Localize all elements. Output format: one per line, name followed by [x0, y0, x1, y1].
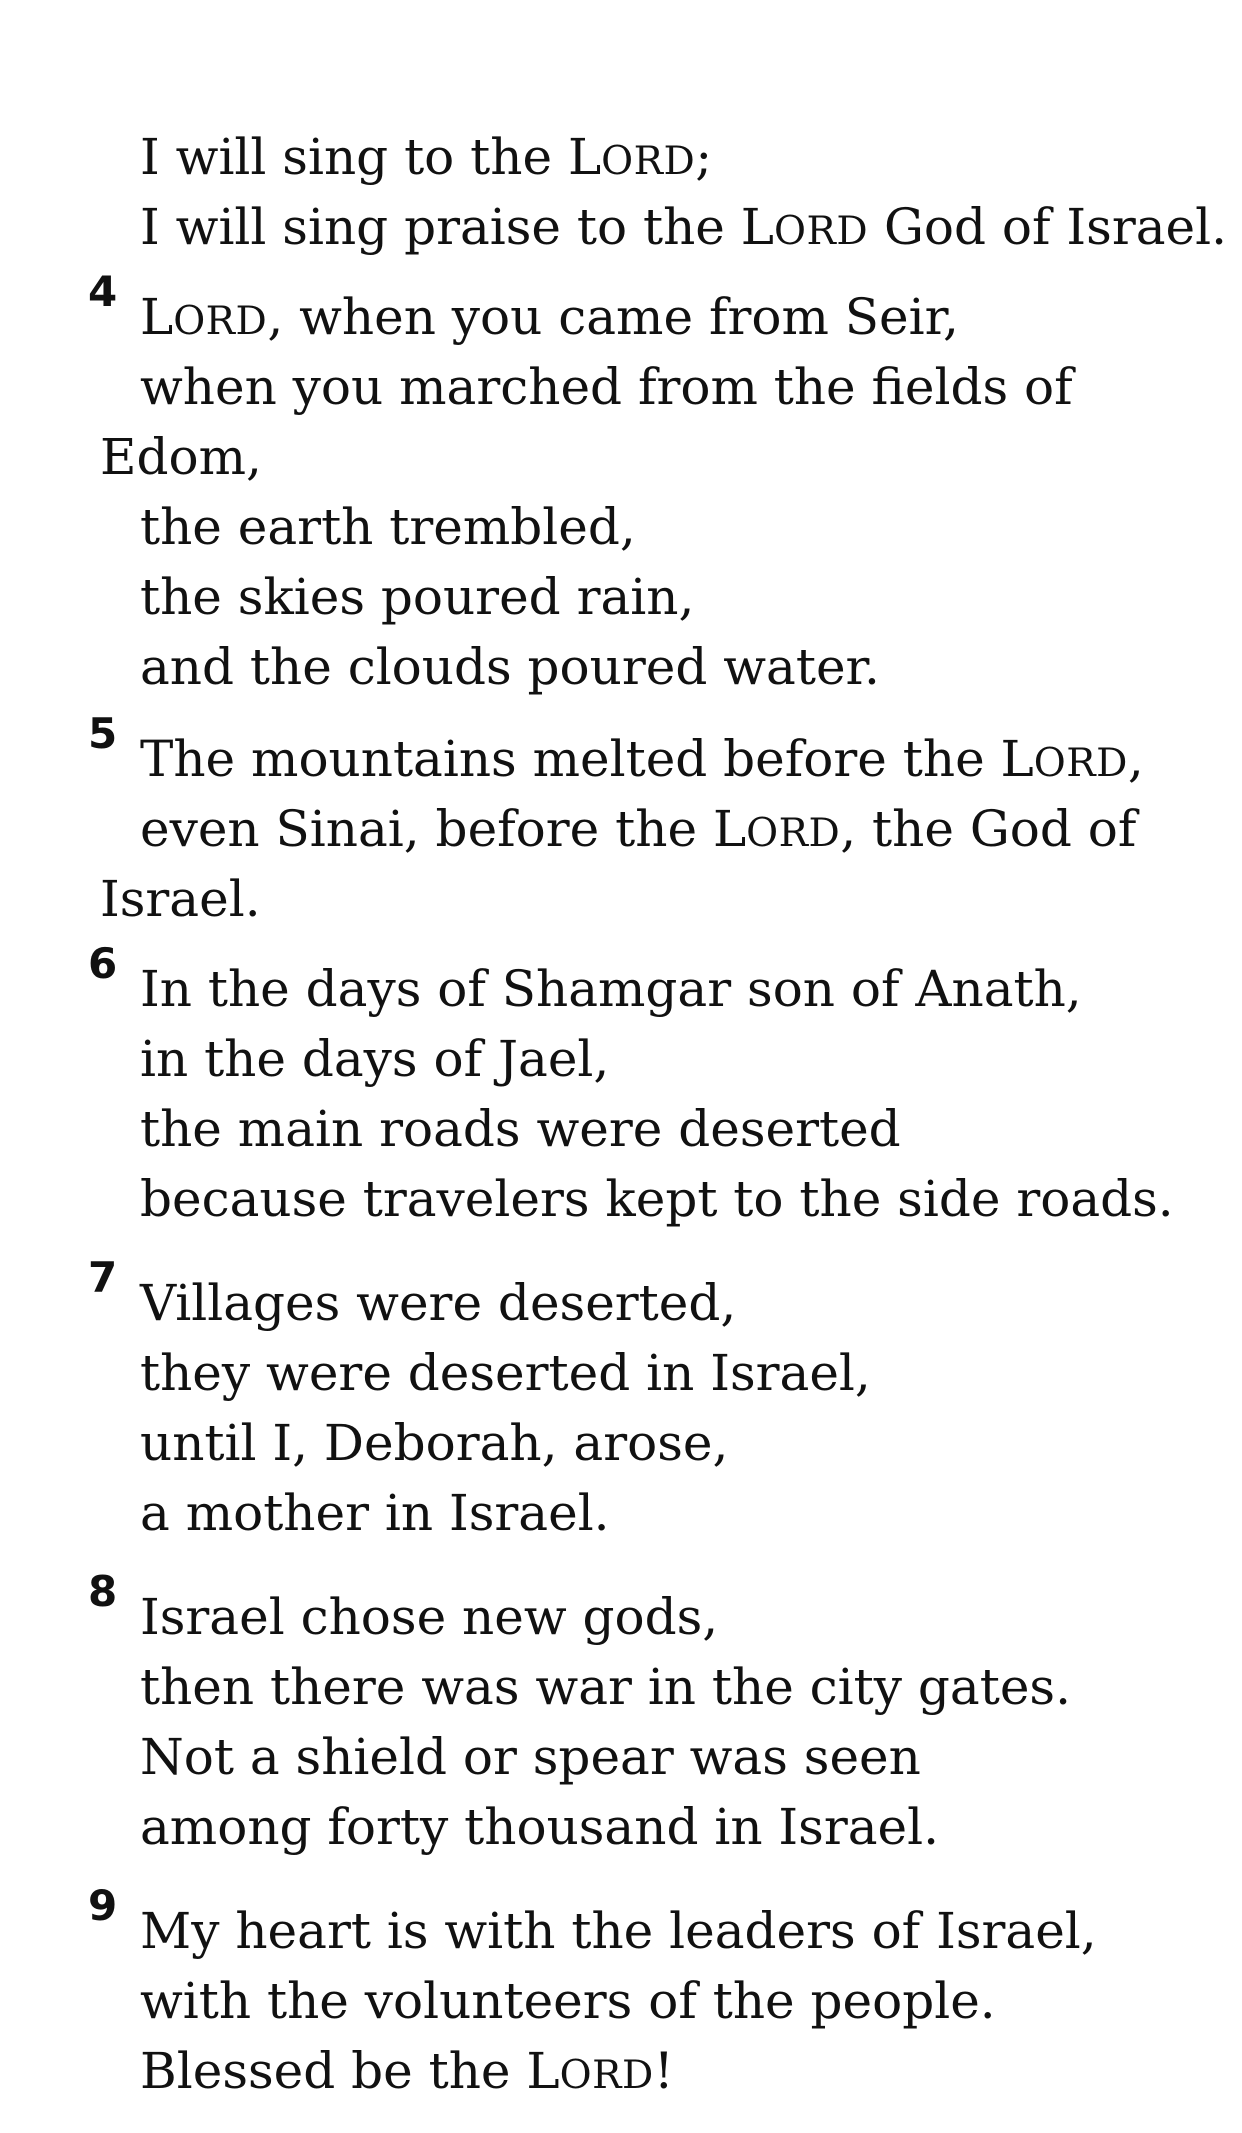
verse-line	[140, 799, 1136, 864]
line-text: I will sing to the	[140, 128, 568, 186]
line-text: God of Israel.	[868, 198, 1228, 256]
verse-line	[140, 1797, 939, 1857]
line-text: the main roads were deserted	[140, 1100, 901, 1158]
line-text: they were deserted in Israel,	[140, 1344, 871, 1402]
lord-smallcaps: LORD	[1000, 730, 1128, 788]
verse-number: 8	[88, 1567, 118, 1616]
line-text: Not a shield or spear was seen	[140, 1728, 921, 1786]
line-text: and the clouds poured water.	[140, 638, 880, 696]
verse-line	[140, 1273, 736, 1333]
verse-line	[100, 869, 261, 929]
line-text: among forty thousand in Israel.	[140, 1798, 940, 1856]
line-text: the earth trembled,	[140, 498, 636, 556]
verse-line	[140, 1169, 1174, 1229]
verse-line	[140, 1029, 609, 1089]
line-text: Blessed be the	[140, 2042, 527, 2100]
line-text: The mountains melted before the	[140, 730, 1001, 788]
verse-line	[140, 1483, 610, 1543]
verse-line	[140, 1343, 871, 1403]
verse-line	[140, 1971, 996, 2031]
verse-line	[140, 959, 1082, 1019]
line-text: a mother in Israel.	[140, 1484, 610, 1542]
line-text: Israel chose new gods,	[140, 1588, 719, 1646]
verse-line	[140, 127, 712, 192]
verse-line	[140, 1413, 728, 1473]
line-text: the skies poured rain,	[140, 568, 695, 626]
lord-smallcaps: LORD	[567, 128, 696, 186]
verse-line	[140, 1657, 1071, 1717]
lord-smallcaps: LORD	[712, 800, 841, 858]
verse-line	[140, 197, 1227, 262]
line-text: then there was war in the city gates.	[140, 1658, 1071, 1716]
line-text: because travelers kept to the side roads.	[140, 1170, 1174, 1228]
line-text: My heart is with the leaders of Israel,	[140, 1902, 1097, 1960]
line-text: even Sinai, before the	[140, 800, 713, 858]
lord-smallcaps: LORD	[526, 2042, 654, 2100]
verse-line	[140, 729, 1144, 794]
line-text: , the God of	[840, 800, 1137, 858]
line-text: ,	[1127, 730, 1144, 788]
lord-smallcaps: LORD	[740, 198, 869, 256]
verse-number: 6	[88, 939, 118, 988]
line-text: when you marched from the fields of	[140, 358, 1073, 416]
verse-line	[140, 357, 1073, 417]
line-text: , when you came from Seir,	[267, 288, 959, 346]
line-text: Edom,	[100, 428, 262, 486]
verse-number: 4	[88, 267, 118, 316]
line-text: !	[653, 2042, 674, 2100]
line-text: I will sing praise to the	[140, 198, 741, 256]
line-text: in the days of Jael,	[140, 1030, 610, 1088]
verse-line	[140, 2041, 674, 2106]
verse-line	[100, 427, 262, 487]
verse-line	[140, 1901, 1097, 1961]
verse-line	[140, 1587, 718, 1647]
verse-number: 7	[88, 1253, 118, 1302]
line-text: ;	[695, 128, 713, 186]
line-text: with the volunteers of the people.	[140, 1972, 996, 2030]
line-text: Israel.	[100, 870, 261, 928]
verse-line	[140, 1727, 921, 1787]
verse-number: 9	[88, 1881, 118, 1930]
verse-line	[140, 287, 959, 352]
line-text: In the days of Shamgar son of Anath,	[140, 960, 1082, 1018]
verse-line	[140, 1099, 901, 1159]
verse-line	[140, 497, 636, 557]
verse-number: 5	[88, 709, 118, 758]
lord-smallcaps: LORD	[140, 288, 268, 346]
verse-line	[140, 567, 694, 627]
verse-line	[140, 637, 880, 697]
line-text: until I, Deborah, arose,	[140, 1414, 729, 1472]
line-text: Villages were deserted,	[140, 1274, 737, 1332]
